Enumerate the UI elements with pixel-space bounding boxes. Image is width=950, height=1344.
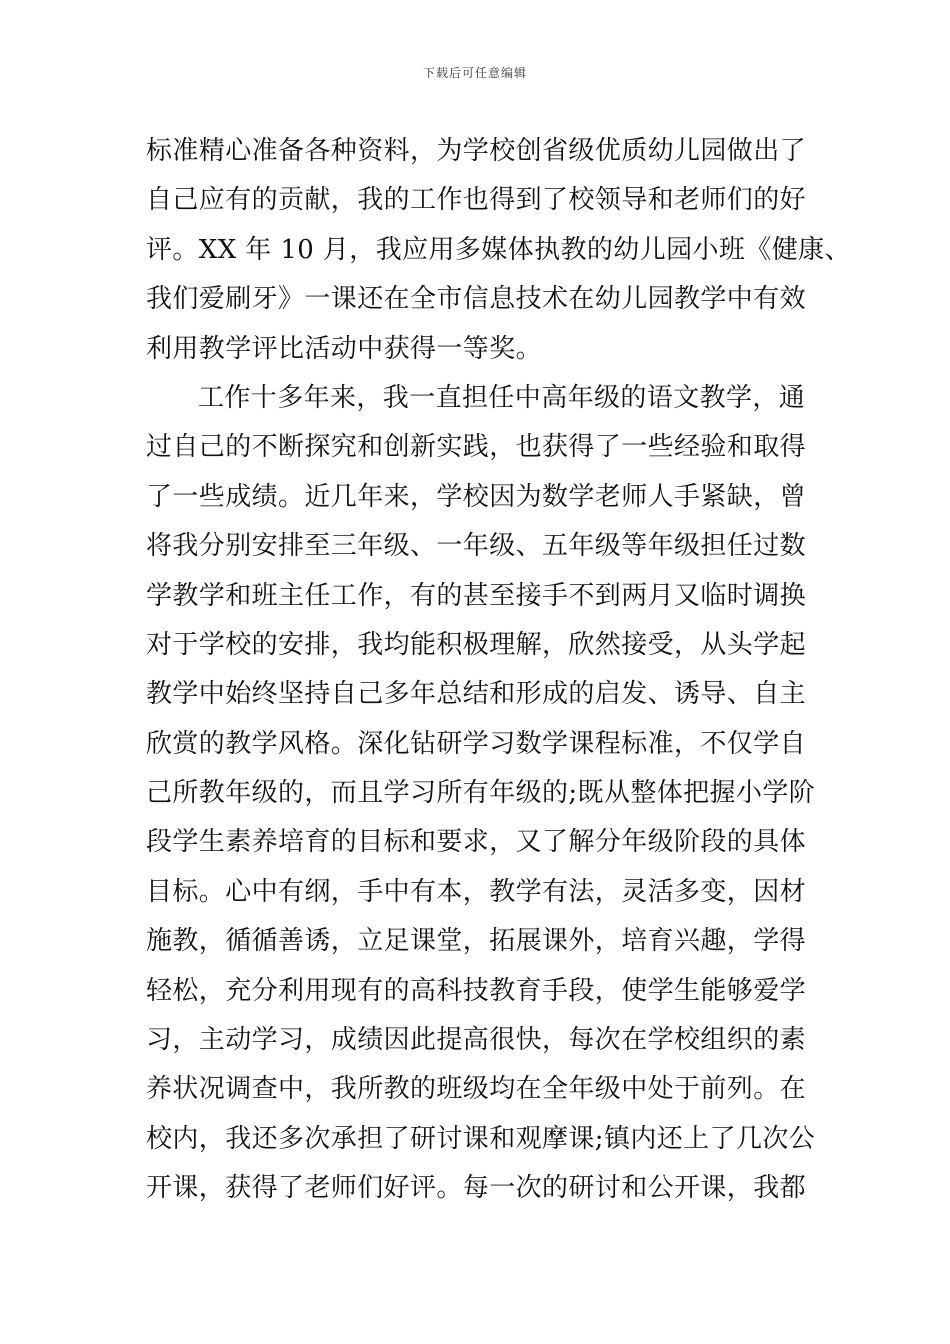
paragraph-2-line: 习，主动学习，成绩因此提高很快，每次在学校组织的素 xyxy=(146,1025,807,1056)
body-text xyxy=(146,127,851,1214)
paragraph-2-line: 工作十多年来，我一直担任中高年级的语文教学，通 xyxy=(198,382,806,413)
paragraph-2-line: 了一些成绩。近几年来，学校因为数学老师人手紧缺，曾 xyxy=(146,481,807,512)
paragraph-2-line: 教学中始终坚持自己多年总结和形成的启发、诱导、自主 xyxy=(146,679,807,710)
paragraph-1-line: 我们爱刷牙》一课还在全市信息技术在幼儿园教学中有效 xyxy=(146,284,807,315)
paragraph-1-line: 标准精心准备各种资料，为学校创省级优质幼儿园做出了 xyxy=(146,136,807,166)
paragraph-1-line: 自己应有的贡献，我的工作也得到了校领导和老师们的好 xyxy=(146,185,807,216)
paragraph-2-line: 开课，获得了老师们好评。每一次的研讨和公开课，我都 xyxy=(146,1173,807,1204)
paragraph-2-line: 校内，我还多次承担了研讨课和观摩课;镇内还上了几次公 xyxy=(146,1123,816,1154)
paragraph-2-line: 己所教年级的，而且学习所有年级的;既从整体把握小学阶 xyxy=(146,778,816,809)
paragraph-1-line: 利用教学评比活动中获得一等奖。 xyxy=(146,333,543,364)
page-header: 下载后可任意编辑 xyxy=(422,66,527,80)
paragraph-2-line: 施教，循循善诱，立足课堂，拓展课外，培育兴趣，学得 xyxy=(146,926,807,957)
paragraph-1-line: 评。XX 年 10 月，我应用多媒体执教的幼儿园小班《健康、 xyxy=(146,234,851,265)
paragraph-2-line: 目标。心中有纲，手中有本，教学有法，灵活多变，因材 xyxy=(146,876,807,907)
paragraph-2-line: 过自己的不断探究和创新实践，也获得了一些经验和取得 xyxy=(146,432,807,463)
paragraph-2-line: 将我分别安排至三年级、一年级、五年级等年级担任过数 xyxy=(146,531,807,562)
paragraph-2-line: 段学生素养培育的目标和要求，又了解分年级阶段的具体 xyxy=(146,827,807,858)
paragraph-2-line: 养状况调查中，我所教的班级均在全年级中处于前列。在 xyxy=(146,1074,807,1105)
paragraph-2-line: 学教学和班主任工作，有的甚至接手不到两月又临时调换 xyxy=(146,580,807,611)
paragraph-2-line: 欣赏的教学风格。深化钻研学习数学课程标准，不仅学自 xyxy=(146,728,807,759)
paragraph-2-line: 对于学校的安排，我均能积极理解，欣然接受，从头学起 xyxy=(146,629,807,660)
paragraph-2-line: 轻松，充分利用现有的高科技教育手段，使学生能够爱学 xyxy=(146,975,807,1006)
